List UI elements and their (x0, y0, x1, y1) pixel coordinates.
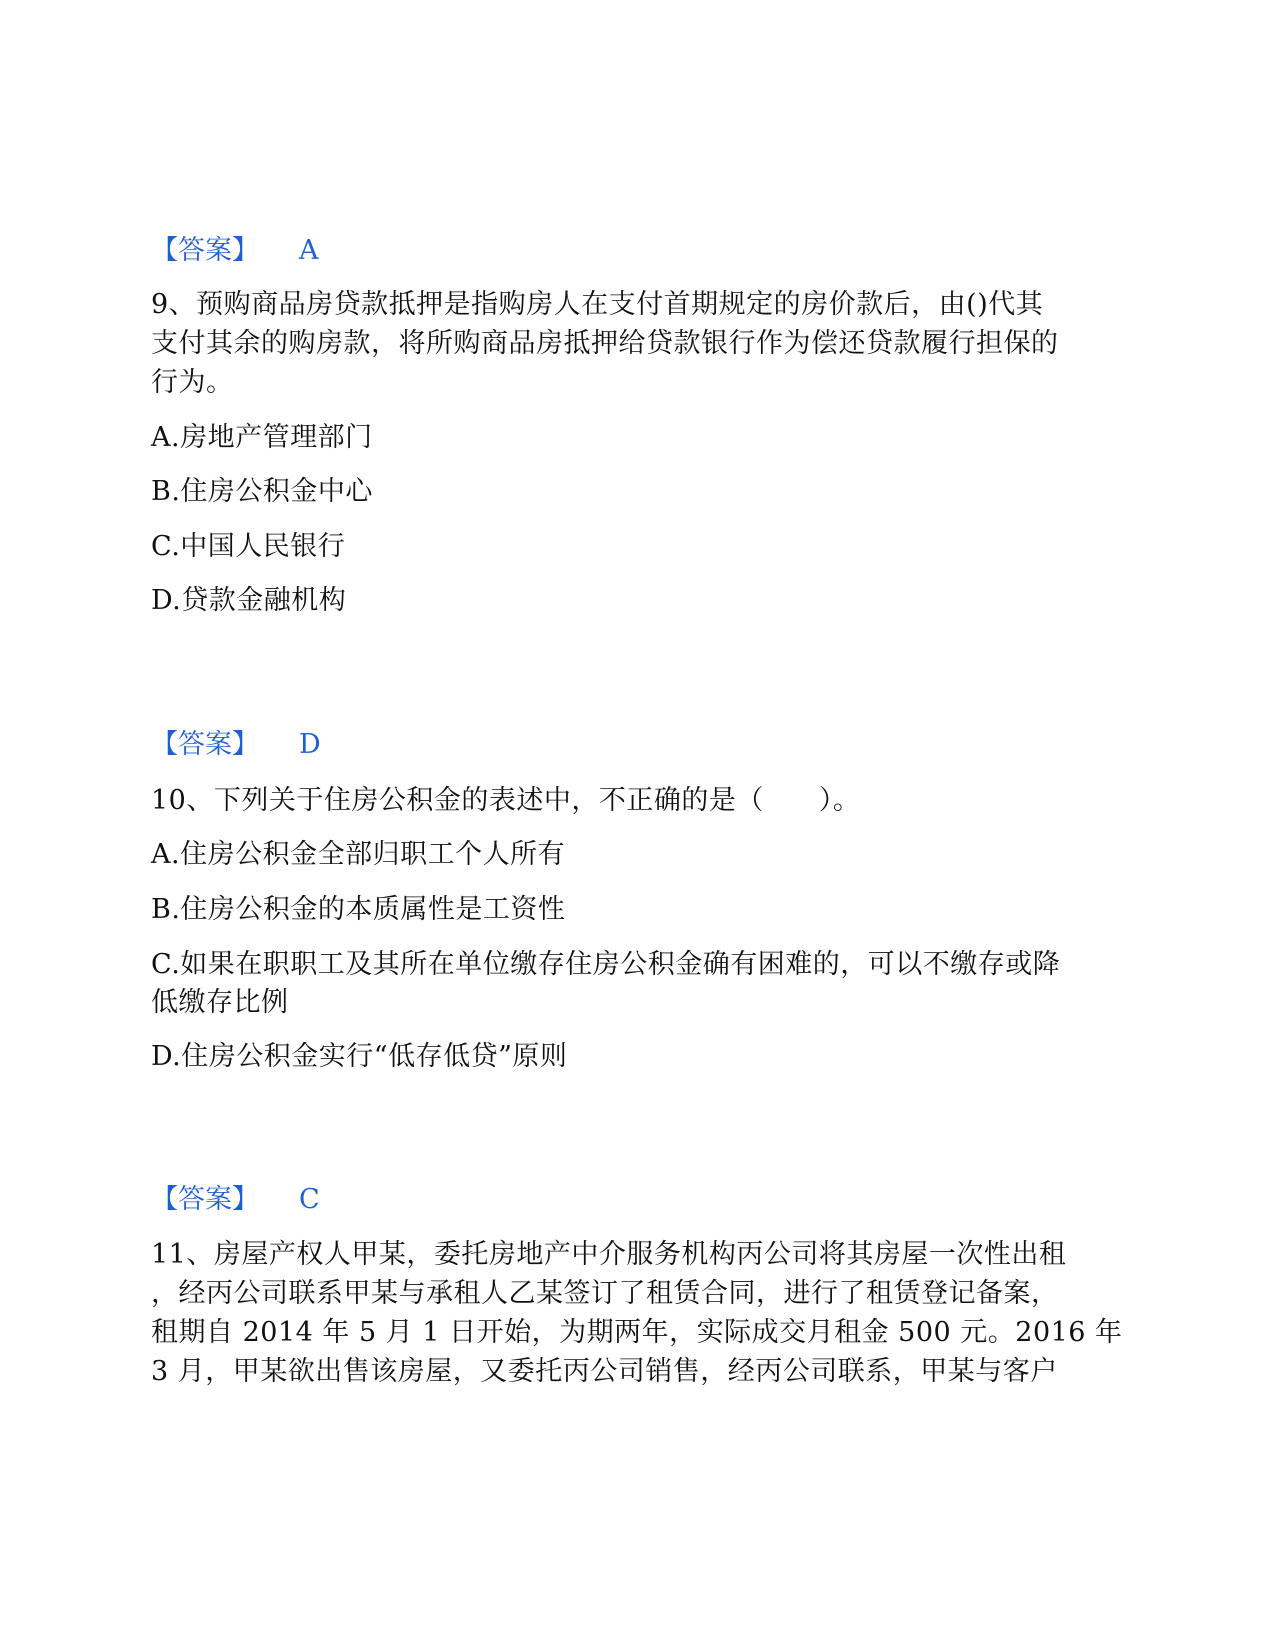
question-10-option-c-line-2: 低缴存比例 (151, 987, 289, 1018)
answer-label: 【答案】 (151, 729, 259, 760)
question-10-option-b: B.住房公积金的本质属性是工资性 (151, 894, 566, 925)
answer-label: 【答案】 (151, 1184, 259, 1215)
question-11-line-1: 11、房屋产权人甲某，委托房地产中介服务机构丙公司将其房屋一次性出租 (151, 1239, 1067, 1270)
answer-row-10 (151, 1181, 320, 1219)
question-11-line-3: 租期自 2014 年 5 月 1 日开始，为期两年，实际成交月租金 500 元。2016 年 (151, 1317, 1123, 1348)
answer-value: D (299, 729, 321, 760)
answer-value: A (299, 235, 319, 266)
answer-label: 【答案】 (151, 235, 259, 266)
question-9-line-1: 9、预购商品房贷款抵押是指购房人在支付首期规定的房价款后，由()代其 (151, 289, 1044, 320)
question-9-line-2: 支付其余的购房款，将所购商品房抵押给贷款银行作为偿还贷款履行担保的 (151, 328, 1059, 359)
question-11-line-2: ，经丙公司联系甲某与承租人乙某签订了租赁合同，进行了租赁登记备案， (151, 1278, 1059, 1309)
question-10-option-c-line-1: C.如果在职职工及其所在单位缴存住房公积金确有困难的，可以不缴存或降 (151, 949, 1061, 980)
question-9-option-a: A.房地产管理部门 (151, 422, 373, 453)
question-9-line-3: 行为。 (151, 367, 234, 398)
answer-row-9 (151, 726, 321, 764)
question-10-option-d: D.住房公积金实行“低存低贷”原则 (151, 1041, 568, 1072)
question-10-line-1: 10、下列关于住房公积金的表述中，不正确的是（ ）。 (151, 785, 861, 816)
question-9-option-b: B.住房公积金中心 (151, 476, 373, 507)
question-10-option-a: A.住房公积金全部归职工个人所有 (151, 839, 566, 870)
question-11-line-4: 3 月，甲某欲出售该房屋，又委托丙公司销售，经丙公司联系，甲某与客户 (151, 1356, 1058, 1387)
question-9-option-d: D.贷款金融机构 (151, 585, 347, 616)
question-9-option-c: C.中国人民银行 (151, 531, 346, 562)
answer-value: C (299, 1184, 320, 1215)
answer-row-8 (151, 232, 319, 270)
